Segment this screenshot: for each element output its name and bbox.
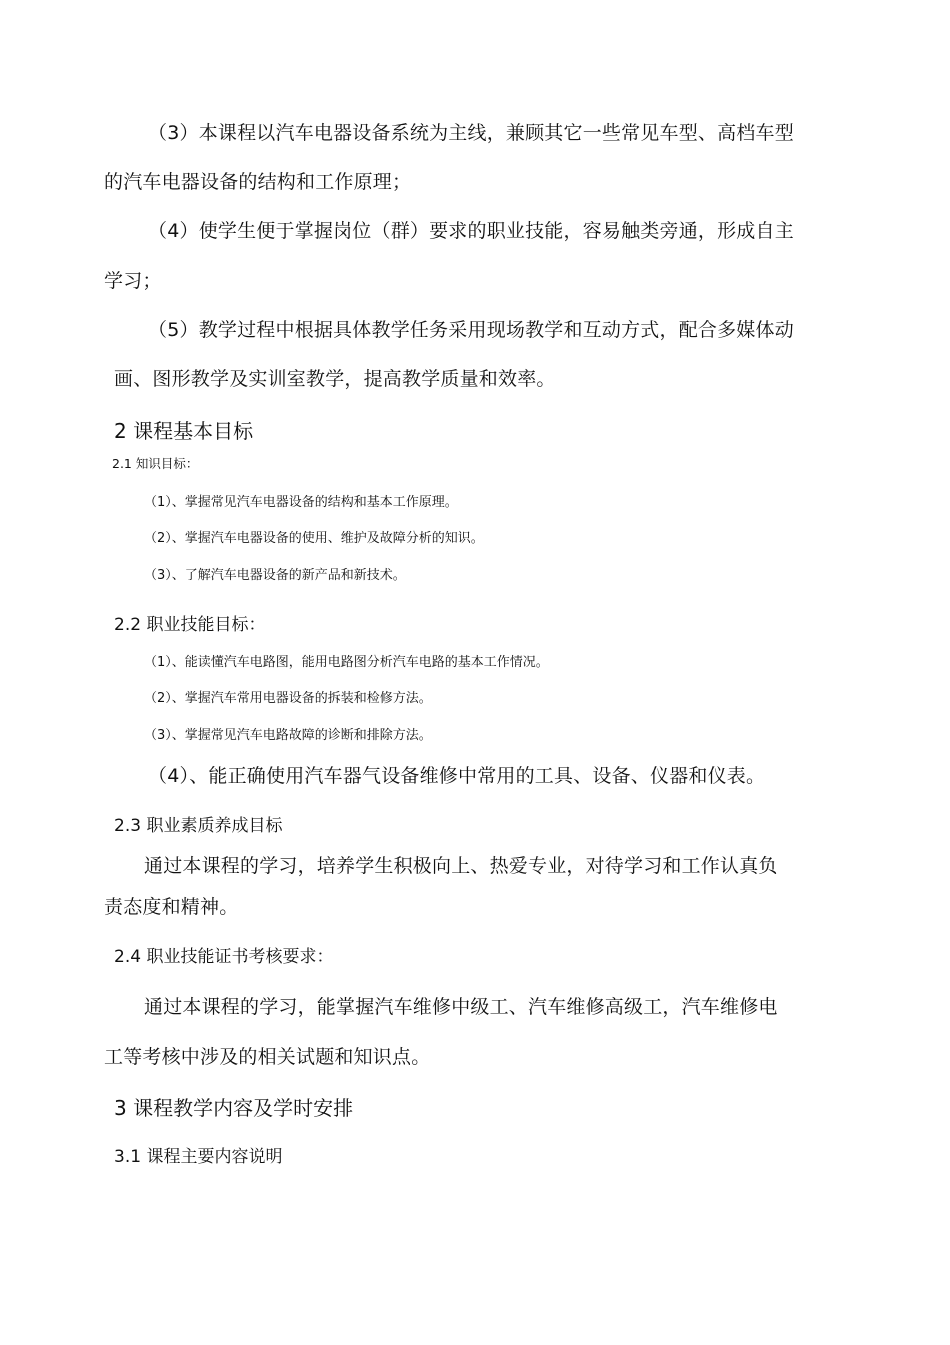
para-5-line-1: （5）教学过程中根据具体教学任务采用现场教学和互动方式，配合多媒体动: [148, 319, 794, 341]
para-5-line-2: 画、图形教学及实训室教学，提高教学质量和效率。: [114, 368, 556, 390]
section-2-2-item-4: （4）、能正确使用汽车器气设备维修中常用的工具、设备、仪器和仪表。: [148, 765, 766, 787]
section-2-2-item-2: （2）、掌握汽车常用电器设备的拆装和检修方法。: [144, 691, 432, 706]
section-2-2-heading: 2.2 职业技能目标：: [114, 615, 266, 635]
para-3-line-1: （3）本课程以汽车电器设备系统为主线，兼顾其它一些常见车型、高档车型: [148, 122, 794, 144]
section-3-heading: 3 课程教学内容及学时安排: [114, 1096, 354, 1120]
para-4-line-2: 学习；: [104, 270, 162, 292]
section-2-2-item-1: （1）、能读懂汽车电路图，能用电路图分析汽车电路的基本工作情况。: [144, 655, 549, 670]
section-2-4-heading: 2.4 职业技能证书考核要求：: [114, 947, 334, 967]
para-4-line-1: （4）使学生便于掌握岗位（群）要求的职业技能，容易触类旁通，形成自主: [148, 220, 794, 242]
section-2-1-heading: 2.1 知识目标：: [112, 456, 199, 471]
section-2-1-item-1: （1）、掌握常见汽车电器设备的结构和基本工作原理。: [144, 495, 458, 510]
section-2-3-line-1: 通过本课程的学习，培养学生积极向上、热爱专业，对待学习和工作认真负: [144, 855, 778, 877]
section-2-3-line-2: 责态度和精神。: [104, 896, 239, 918]
section-2-3-heading: 2.3 职业素质养成目标: [114, 816, 283, 836]
section-3-1-heading: 3.1 课程主要内容说明: [114, 1147, 283, 1167]
para-3-line-2: 的汽车电器设备的结构和工作原理；: [104, 171, 412, 193]
section-2-heading: 2 课程基本目标: [114, 419, 254, 443]
section-2-4-line-1: 通过本课程的学习，能掌握汽车维修中级工、汽车维修高级工，汽车维修电: [144, 996, 778, 1018]
section-2-1-item-2: （2）、掌握汽车电器设备的使用、维护及故障分析的知识。: [144, 531, 484, 546]
section-2-4-line-2: 工等考核中涉及的相关试题和知识点。: [104, 1046, 431, 1068]
section-2-1-item-3: （3）、了解汽车电器设备的新产品和新技术。: [144, 568, 406, 583]
section-2-2-item-3: （3）、掌握常见汽车电路故障的诊断和排除方法。: [144, 728, 432, 743]
